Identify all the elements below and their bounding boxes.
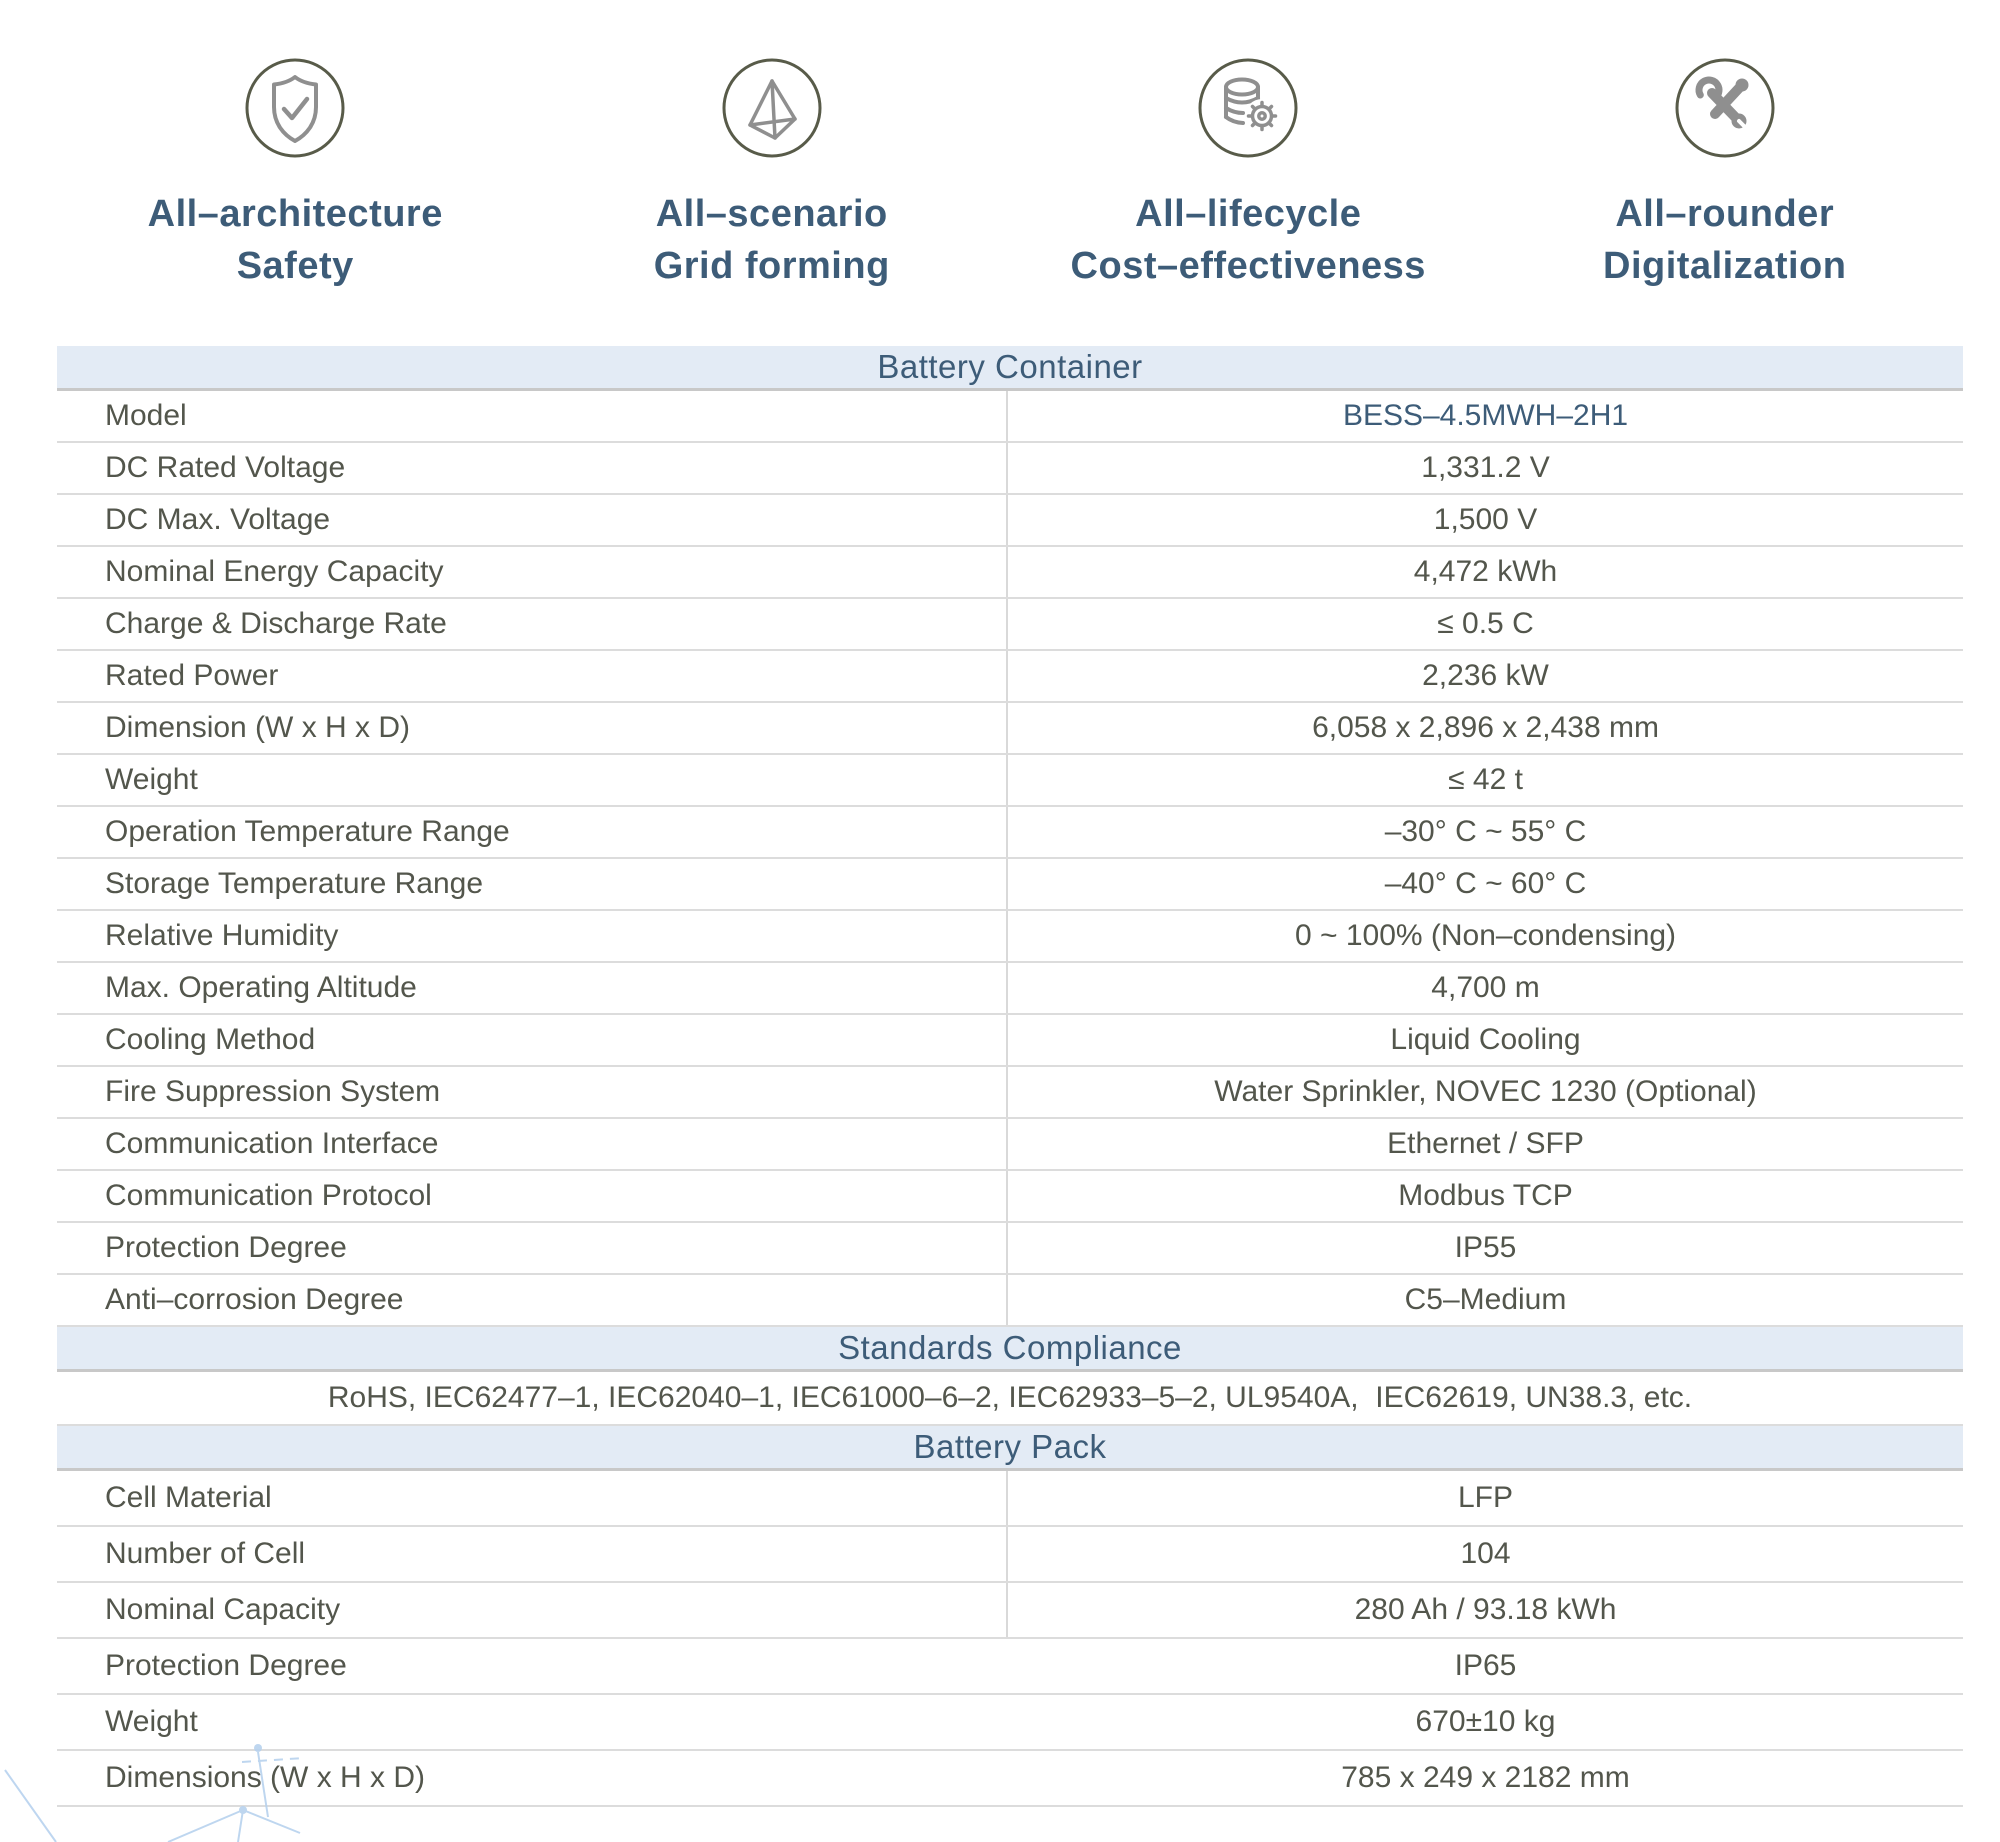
spec-value: 280 Ah / 93.18 kWh	[1354, 1593, 1617, 1626]
spec-row-max-operating-altitude	[57, 963, 1963, 1015]
spec-row-nominal-energy-capacity	[57, 547, 1963, 599]
feature-caption-line1: All–architecture	[147, 193, 443, 235]
spec-label: Fire Suppression System	[57, 1067, 1008, 1117]
spec-row-relative-humidity	[57, 911, 1963, 963]
spec-label: Protection Degree	[105, 1649, 347, 1682]
spec-value: Ethernet / SFP	[1387, 1127, 1584, 1160]
spec-value: ≤ 0.5 C	[1437, 607, 1534, 640]
spec-label: Relative Humidity	[57, 911, 1008, 961]
spec-row-operation-temperature	[57, 807, 1963, 859]
spec-value: 785 x 249 x 2182 mm	[1341, 1761, 1630, 1794]
spec-label: Charge & Discharge Rate	[57, 599, 1008, 649]
spec-value: 104	[1460, 1537, 1511, 1570]
spec-value: –30° C ~ 55° C	[1384, 815, 1587, 848]
section-title: Battery Container	[877, 348, 1143, 385]
spec-row-model	[57, 391, 1963, 443]
spec-row-dimension	[57, 703, 1963, 755]
spec-value: Water Sprinkler, NOVEC 1230 (Optional)	[1214, 1075, 1757, 1108]
feature-caption-line2: Digitalization	[1603, 245, 1847, 287]
spec-value: ≤ 42 t	[1448, 763, 1523, 796]
spec-label: Dimension (W x H x D)	[57, 703, 1008, 753]
spec-row-protection-degree	[57, 1223, 1963, 1275]
feature-caption-line2: Cost–effectiveness	[1070, 245, 1426, 287]
spec-label: DC Max. Voltage	[57, 495, 1008, 545]
spec-row-anti-corrosion-degree	[57, 1275, 1963, 1327]
spec-value: 4,472 kWh	[1413, 555, 1558, 588]
spec-value: Modbus TCP	[1398, 1179, 1573, 1212]
spec-row-charge-discharge-rate	[57, 599, 1963, 651]
feature-caption	[1603, 188, 1846, 292]
spec-value: IP55	[1454, 1231, 1517, 1264]
spec-row-pack-dimensions	[57, 1751, 1963, 1807]
section-header-standards-compliance	[57, 1327, 1963, 1372]
spec-label: Weight	[57, 755, 1008, 805]
feature-caption-line1: All–rounder	[1615, 193, 1835, 235]
spec-row-storage-temperature	[57, 859, 1963, 911]
shield-check-icon	[243, 56, 347, 160]
spec-row-nominal-capacity	[57, 1583, 1963, 1639]
spec-label: Number of Cell	[57, 1527, 1008, 1581]
feature-highlights	[57, 56, 1963, 292]
spec-row-communication-interface	[57, 1119, 1963, 1171]
spec-row-dc-rated-voltage	[57, 443, 1963, 495]
spec-value: IP65	[1454, 1649, 1517, 1682]
pyramid-icon	[720, 56, 824, 160]
feature-caption-line1: All–scenario	[655, 193, 888, 235]
spec-label: Operation Temperature Range	[57, 807, 1008, 857]
spec-label: Communication Interface	[57, 1119, 1008, 1169]
spec-value: 670±10 kg	[1415, 1705, 1556, 1738]
spec-row-communication-protocol	[57, 1171, 1963, 1223]
spec-row-pack-protection-degree	[57, 1639, 1963, 1695]
feature-caption-line2: Grid forming	[653, 245, 890, 287]
feature-caption	[148, 188, 443, 292]
spec-row-dc-max-voltage	[57, 495, 1963, 547]
spec-label: Max. Operating Altitude	[57, 963, 1008, 1013]
spec-label: Communication Protocol	[57, 1171, 1008, 1221]
spec-label: Cell Material	[57, 1471, 1008, 1525]
spec-label: Dimensions (W x H x D)	[105, 1761, 426, 1794]
spec-value: 1,331.2 V	[1421, 451, 1550, 484]
spec-row-fire-suppression	[57, 1067, 1963, 1119]
spec-label: Rated Power	[57, 651, 1008, 701]
spec-label: Nominal Capacity	[57, 1583, 1008, 1637]
spec-label: DC Rated Voltage	[57, 443, 1008, 493]
section-title: Standards Compliance	[838, 1329, 1182, 1366]
spec-value: –40° C ~ 60° C	[1384, 867, 1587, 900]
spec-label: Model	[57, 391, 1008, 441]
section-header-battery-pack	[57, 1426, 1963, 1471]
spec-value: 0 ~ 100% (Non–condensing)	[1294, 919, 1677, 952]
feature-digitalization	[1487, 56, 1964, 292]
spec-value: 4,700 m	[1431, 971, 1540, 1004]
standards-compliance-row: RoHS, IEC62477–1, IEC62040–1, IEC61000–6–2, IEC62933–5–2, UL9540A, IEC62619, UN38.3, etc.	[57, 1372, 1963, 1426]
spec-label: Protection Degree	[57, 1223, 1008, 1273]
spec-value: Liquid Cooling	[1390, 1023, 1581, 1056]
spec-row-pack-weight	[57, 1695, 1963, 1751]
tools-icon	[1673, 56, 1777, 160]
feature-caption	[1071, 188, 1426, 292]
spec-value: 2,236 kW	[1422, 659, 1549, 692]
spec-row-number-of-cell	[57, 1527, 1963, 1583]
feature-caption	[654, 188, 890, 292]
feature-safety	[57, 56, 534, 292]
spec-row-cooling-method	[57, 1015, 1963, 1067]
spec-value: 1,500 V	[1433, 503, 1538, 536]
spec-label: Cooling Method	[57, 1015, 1008, 1065]
spec-label: Anti–corrosion Degree	[57, 1275, 1008, 1325]
section-title: Battery Pack	[913, 1428, 1107, 1465]
spec-value: BESS–4.5MWH–2H1	[1342, 399, 1629, 432]
spec-value: 6,058 x 2,896 x 2,438 mm	[1312, 711, 1659, 744]
spec-value: LFP	[1457, 1481, 1514, 1514]
spec-table	[57, 346, 1963, 1807]
spec-label: Storage Temperature Range	[57, 859, 1008, 909]
database-gear-icon	[1196, 56, 1300, 160]
spec-label: Nominal Energy Capacity	[57, 547, 1008, 597]
spec-label: Weight	[105, 1705, 198, 1738]
spec-row-weight	[57, 755, 1963, 807]
feature-grid-forming	[534, 56, 1011, 292]
section-header-battery-container	[57, 346, 1963, 391]
spec-row-cell-material	[57, 1471, 1963, 1527]
feature-caption-line2: Safety	[236, 245, 354, 287]
feature-cost-effectiveness	[1010, 56, 1487, 292]
spec-value: C5–Medium	[1404, 1283, 1567, 1316]
feature-caption-line1: All–lifecycle	[1135, 193, 1362, 235]
spec-row-rated-power	[57, 651, 1963, 703]
